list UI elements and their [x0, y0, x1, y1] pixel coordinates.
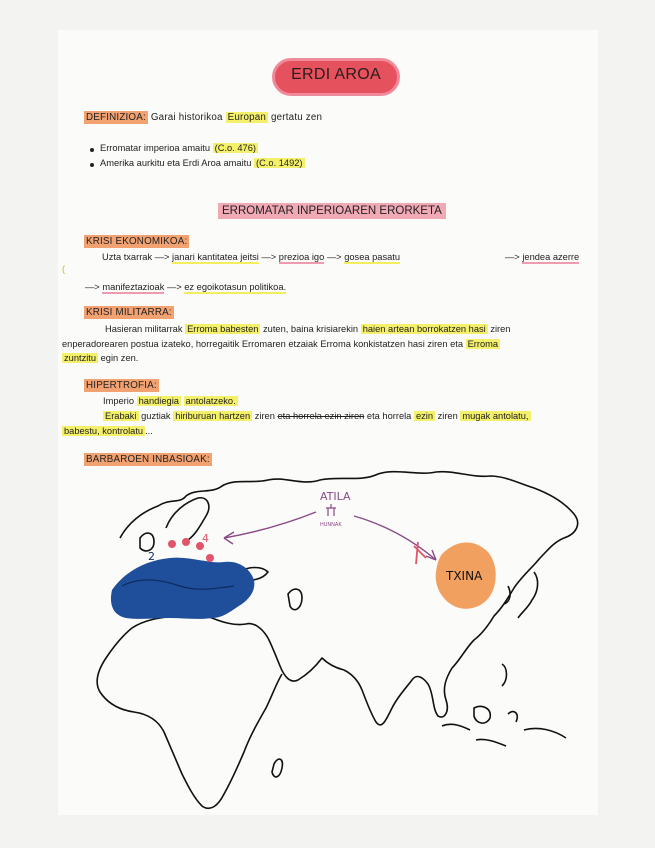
africa	[97, 615, 282, 809]
arrow-text: —>	[505, 252, 520, 262]
chain-item: Uzta txarrak	[102, 252, 153, 262]
highlight-run: Erroma babesten	[187, 324, 259, 334]
arrow-text: —>	[326, 252, 342, 262]
text-run: Imperio	[103, 396, 135, 406]
atila-sub-label: HUNNAK	[320, 522, 342, 528]
atila-label: ATILA	[320, 490, 351, 503]
krisi-militarra-line3	[62, 353, 138, 363]
bullet-date: (C.o. 476)	[214, 143, 256, 153]
arrow-text: —>	[85, 282, 100, 292]
british-isles	[140, 533, 154, 551]
krisi-militarra-label: KRISI MILITARRA:	[86, 307, 172, 318]
definition-text-after: gertatu zen	[270, 112, 323, 123]
invasion-dot	[206, 554, 214, 562]
chain-item: gosea pasatu	[344, 252, 401, 262]
bullet-text: Amerika aurkitu eta Erdi Aroa amaitu	[100, 158, 252, 168]
madagascar	[272, 759, 282, 777]
invasion-dot	[168, 540, 176, 548]
definition-text-before: Garai historikoa	[150, 112, 223, 123]
indochina	[412, 668, 452, 717]
page-title: ERDI AROA	[291, 66, 381, 83]
krisi-ekonomikoa-heading	[84, 236, 189, 247]
invasion-dot	[182, 538, 190, 546]
arrow-text: —>	[261, 252, 277, 262]
highlight-run: hiriburuan hartzen	[175, 411, 251, 421]
krisi-ekonomikoa-label: KRISI EKONOMIKOA:	[86, 236, 188, 247]
highlight-run: ezin	[415, 411, 434, 421]
highlight-run: handiegia	[138, 396, 179, 406]
invasion-number: 4	[202, 532, 209, 545]
text-run: ziren	[437, 411, 458, 421]
krisi-ekonomikoa-line1	[102, 252, 400, 262]
java	[476, 739, 506, 746]
text-run: enperadorearen postua izateko, horregaitik Erromaren etzaiak Erroma konkistatzen hasi ziren eta	[62, 339, 464, 349]
strikethrough-run: eta horrela ezin ziren	[277, 411, 365, 421]
bullet-date: (C.o. 1492)	[256, 158, 303, 168]
bullet-text: Erromatar imperioa amaitu	[100, 143, 211, 153]
bullet-dot	[90, 148, 94, 152]
krisi-militarra-line1	[105, 324, 510, 334]
krisi-militarra-line2	[62, 339, 500, 349]
bullet-item-1	[100, 143, 258, 153]
world-map	[62, 468, 592, 813]
hipertrofia-heading	[84, 380, 159, 391]
arabia	[268, 638, 344, 681]
definition-highlight: Europan	[227, 112, 267, 123]
region-number: 2	[148, 550, 155, 563]
text-run: ziren	[254, 411, 275, 421]
bullet-dot	[90, 163, 94, 167]
highlight-run: zuntzitu	[64, 353, 97, 363]
wrap-mark: (	[62, 264, 66, 274]
philippines	[502, 664, 507, 686]
chain-item: prezioa igo	[278, 252, 325, 262]
highlight-run: babestu, kontrolatu	[64, 426, 144, 436]
hipertrofia-line1	[103, 396, 238, 406]
highlight-run: antolatzeko.	[185, 396, 236, 406]
india	[344, 670, 412, 725]
krisi-militarra-heading	[84, 307, 174, 318]
subtitle-text: ERROMATAR INPERIOAREN ERORKETA	[218, 203, 446, 219]
highlight-run: Erroma	[467, 339, 499, 349]
text-run: zuten, baina krisiarekin	[263, 324, 359, 334]
sulawesi	[508, 712, 517, 722]
new-guinea	[524, 728, 566, 738]
chain-item: janari kantitatea jeitsi	[172, 252, 259, 262]
krisi-ekonomikoa-line2	[85, 282, 286, 292]
text-run: guztiak	[141, 411, 171, 421]
definition-line	[84, 112, 322, 123]
definition-label: DEFINIZIOA:	[86, 112, 146, 123]
text-run: Hasieran militarrak	[105, 324, 183, 334]
barbaroen-label: BARBAROEN INBASIOAK:	[86, 454, 210, 465]
china-label: TXINA	[446, 569, 483, 583]
sumatra	[442, 724, 470, 730]
hipertrofia-label: HIPERTROFIA:	[86, 380, 157, 391]
chain-item: manifeztazioak	[102, 282, 165, 292]
text-run: egin zen.	[100, 353, 139, 363]
chain-item: jendea azerre	[522, 252, 580, 262]
krisi-ekonomikoa-line1-end	[505, 252, 579, 262]
borneo	[474, 706, 490, 723]
text-run: ...	[145, 426, 153, 436]
text-run: eta horrela	[366, 411, 412, 421]
invasion-arrow-west	[224, 512, 316, 538]
highlight-run: mugak antolatu,	[462, 411, 529, 421]
hipertrofia-line2	[103, 411, 531, 421]
roman-empire-region	[111, 558, 254, 619]
bullet-item-2	[100, 158, 305, 168]
section-subtitle	[218, 205, 446, 217]
invasion-arrow-east	[354, 516, 436, 560]
highlight-run: Erabaki	[105, 411, 137, 421]
text-run: ziren	[490, 324, 511, 334]
barbaroen-heading	[84, 454, 212, 465]
hipertrofia-line3	[62, 426, 153, 436]
arrow-text: —>	[154, 252, 170, 262]
chain-item: ez egoikotasun politikoa.	[184, 282, 287, 292]
highlight-run: haien artean borrokatzen hasi	[362, 324, 486, 334]
horse-rider-icon	[326, 504, 336, 516]
arrow-text: —>	[166, 282, 182, 292]
north-coast	[120, 472, 578, 558]
caspian-sea	[288, 589, 302, 610]
